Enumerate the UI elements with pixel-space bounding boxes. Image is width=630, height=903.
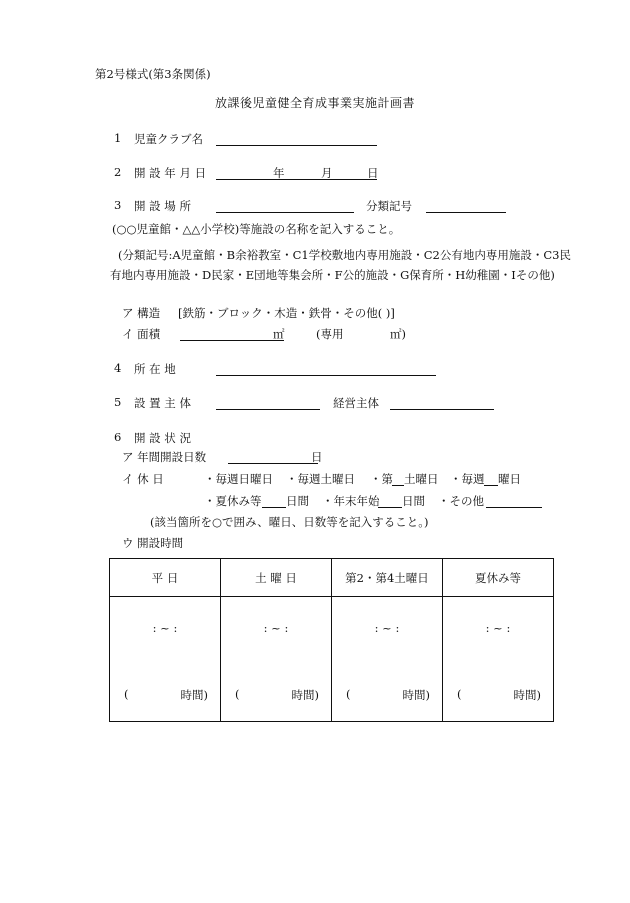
holiday-nth-saturday-suffix: 土曜日 <box>404 472 439 486</box>
time-range: : ~ : <box>374 621 400 635</box>
time-range: : ~ : <box>152 621 178 635</box>
opening-hours-table <box>109 558 554 722</box>
opening-location-label: 開 設 場 所 <box>134 199 191 213</box>
hours-unit: 時間) <box>513 688 541 702</box>
classification-field[interactable] <box>426 212 506 213</box>
summer-holiday-days-field[interactable] <box>262 507 286 508</box>
annual-days-field[interactable] <box>228 463 318 464</box>
section-3-number: 3 <box>114 198 122 212</box>
hours-unit: 時間) <box>402 688 430 702</box>
time-range: : ~ : <box>485 621 511 635</box>
header-2nd-4th-saturday: 第2・第4土曜日 <box>332 559 443 597</box>
month-unit: 月 <box>321 166 333 180</box>
saturday-hours-cell[interactable] <box>221 597 332 722</box>
other-holiday-field[interactable] <box>486 507 542 508</box>
establisher-field[interactable] <box>216 409 320 410</box>
section-5-number: 5 <box>114 395 122 409</box>
summer-holiday-label: ・夏休み等 <box>204 494 262 508</box>
classification-label: 分類記号 <box>366 199 412 213</box>
summer-hours-cell[interactable] <box>443 597 554 722</box>
area-label: イ 面積 <box>122 327 161 341</box>
open-paren: ( <box>235 687 240 701</box>
opening-date-field[interactable] <box>216 179 377 180</box>
section-2-number: 2 <box>114 165 122 179</box>
holiday-every-sunday[interactable]: ・毎週日曜日 <box>204 472 273 486</box>
opening-hours-label: ウ 開設時間 <box>122 536 184 550</box>
opening-status-label: 開 設 状 況 <box>134 431 191 445</box>
annual-days-label: ア 年間開設日数 <box>122 450 207 464</box>
operator-label: 経営主体 <box>333 396 379 410</box>
year-end-holiday-label: ・年末年始 <box>322 494 380 508</box>
classification-codes-note: (分類記号:A児童館・B余裕教室・C1学校敷地内専用施設・C2公有地内専用施設・C3民有地内専用施設・D民家・E団地等集会所・F公的施設・G保育所・H幼稚園・Iその他) <box>110 248 571 282</box>
club-name-field[interactable] <box>216 145 377 146</box>
area-field[interactable] <box>180 340 284 341</box>
club-name-label: 児童クラブ名 <box>134 132 203 146</box>
facility-name-note: (○○児童館・△△小学校)等施設の名称を記入すること。 <box>112 222 401 236</box>
nth-saturday-hours-cell[interactable] <box>332 597 443 722</box>
holiday-nth-saturday-field[interactable] <box>392 485 404 486</box>
section-4-number: 4 <box>114 361 122 375</box>
holidays-label: イ 休 日 <box>122 472 164 486</box>
address-field[interactable] <box>216 375 436 376</box>
year-unit: 年 <box>273 166 285 180</box>
holiday-every-saturday[interactable]: ・毎週土曜日 <box>286 472 355 486</box>
hours-unit: 時間) <box>180 688 208 702</box>
open-paren: ( <box>457 687 462 701</box>
exclusive-area-label: (専用 <box>316 327 344 341</box>
header-saturday: 土 曜 日 <box>221 559 332 597</box>
summer-holiday-unit: 日間 <box>286 494 309 508</box>
annual-days-unit: 日 <box>311 450 323 464</box>
operator-field[interactable] <box>390 409 494 410</box>
document-title: 放課後児童健全育成事業実施計画書 <box>214 96 415 110</box>
establisher-label: 設 置 主 体 <box>134 396 191 410</box>
opening-location-field[interactable] <box>216 212 354 213</box>
year-end-holiday-days-field[interactable] <box>378 507 402 508</box>
structure-options: [鉄筋・ブロック・木造・鉄骨・その他( )] <box>178 306 395 320</box>
table-header-row <box>110 559 554 597</box>
area-unit: ㎡ <box>273 327 285 341</box>
holiday-weekly-suffix: 曜日 <box>498 472 521 486</box>
holiday-nth-saturday-prefix: ・第 <box>370 472 393 486</box>
time-range: : ~ : <box>263 621 289 635</box>
address-label: 所 在 地 <box>134 362 176 376</box>
open-paren: ( <box>124 687 129 701</box>
header-summer-holiday: 夏休み等 <box>443 559 554 597</box>
day-unit: 日 <box>367 166 379 180</box>
weekday-hours-cell[interactable] <box>110 597 221 722</box>
form-number: 第2号様式(第3条関係) <box>95 67 211 81</box>
other-holiday-label: ・その他 <box>438 494 484 508</box>
header-weekday: 平 日 <box>110 559 221 597</box>
table-row <box>110 597 554 722</box>
open-paren: ( <box>346 687 351 701</box>
holiday-instruction-note: (該当箇所を○で囲み、曜日、日数等を記入すること。) <box>150 515 429 529</box>
exclusive-area-unit: ㎡) <box>390 327 406 341</box>
opening-date-label: 開 設 年 月 日 <box>134 166 207 180</box>
holiday-weekly-prefix: ・毎週 <box>450 472 485 486</box>
holiday-weekday-field[interactable] <box>484 485 498 486</box>
section-6-number: 6 <box>114 430 122 444</box>
hours-unit: 時間) <box>291 688 319 702</box>
structure-label: ア 構造 <box>122 306 161 320</box>
year-end-holiday-unit: 日間 <box>402 494 425 508</box>
section-1-number: 1 <box>114 131 122 145</box>
